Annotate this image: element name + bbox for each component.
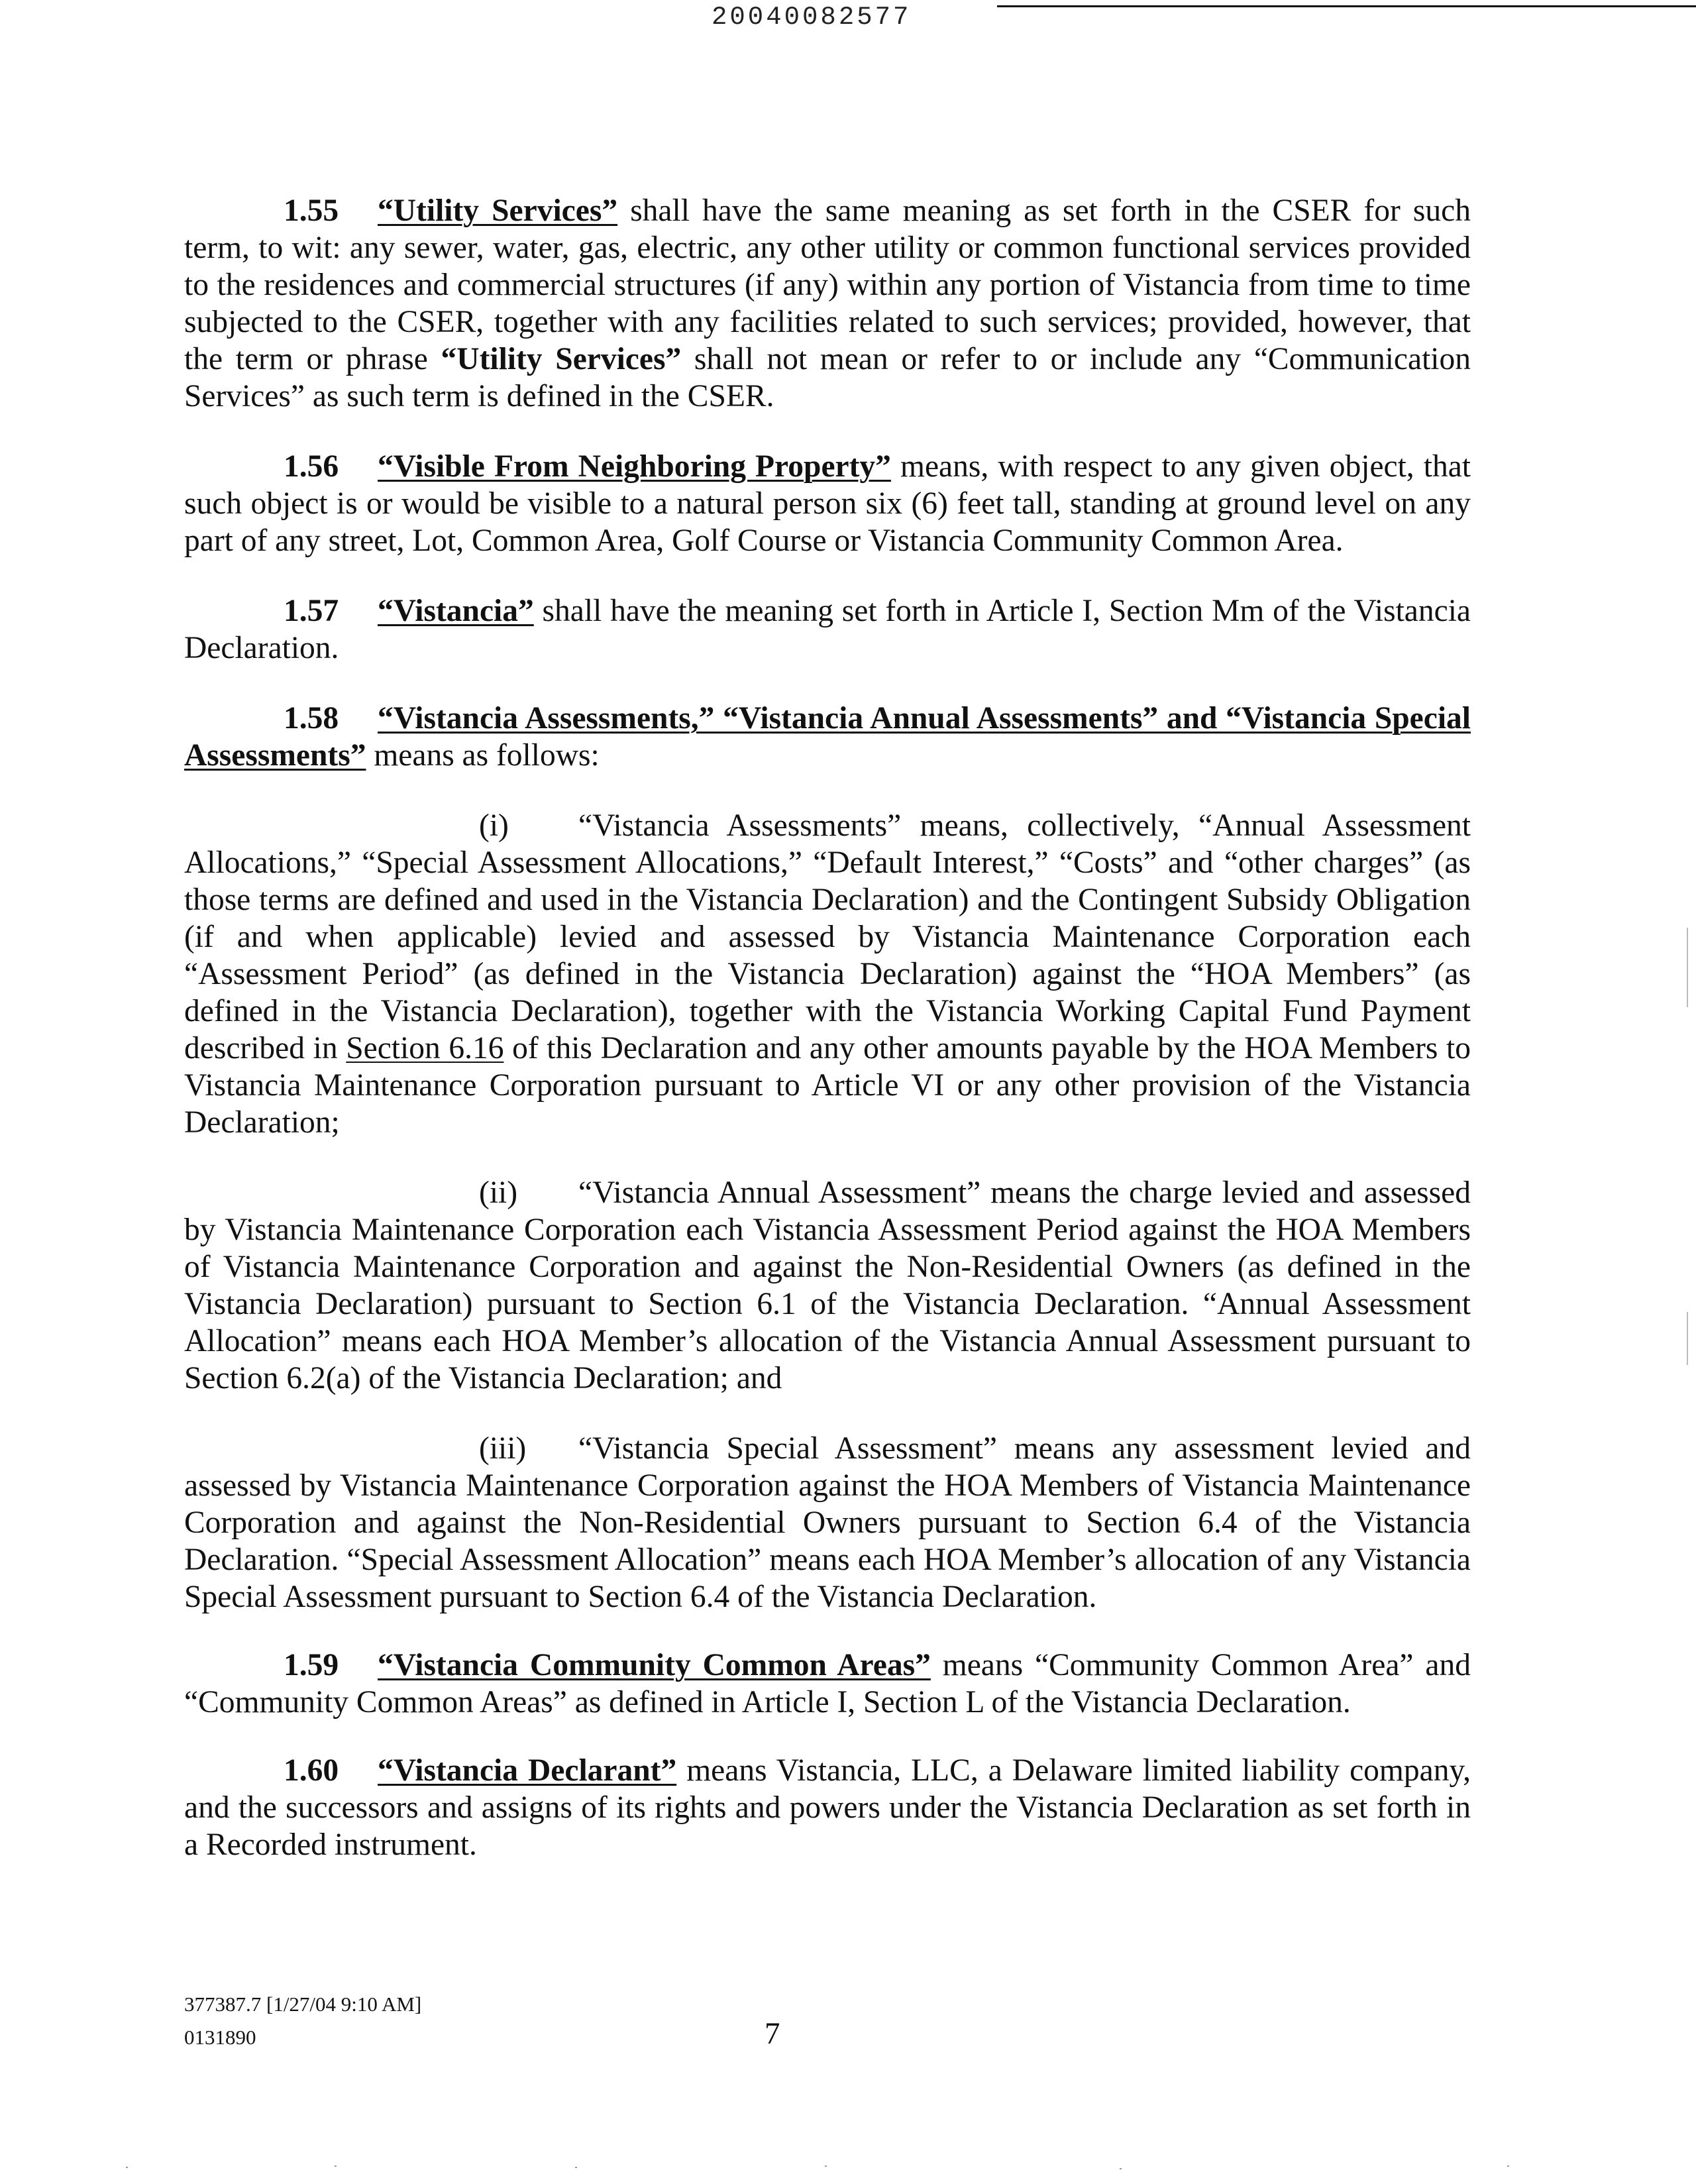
subsection-text: “Vistancia Annual Assessment” means the charge levied and assessed by Vistancia Maintenance Corporation each Vistancia Assessment Period against the HOA Members of Vistancia Maintenance Corporation and against the Non-Residential Owners (as defined in the Vistancia Declaration) pursuant to Section 6.1 of the Vistancia Declaration. “Annual Assessment Allocation” means each HOA Member’s allocation of the Vistancia Annual Assessment pursuant to Section 6.2(a) of the Vistancia Declaration; and — [184, 1175, 1471, 1395]
section-text: means as follows: — [366, 738, 600, 773]
section-cross-reference: Section 6.16 — [346, 1031, 504, 1065]
scan-artifact — [1687, 1312, 1688, 1365]
scan-artifact — [335, 2165, 337, 2167]
section-1-55 — [184, 192, 1471, 415]
subsection-text: “Vistancia Assessments” means, collectively, “Annual Assessment Allocations,” “Special Assessment Allocations,” “Default Interest,” “Costs” and “other charges” (as those terms are defined and used in the Vistancia Declaration) and the Contingent Subsidy Obligation (if and when applicable) levied and assessed by Vistancia Maintenance Corporation each “Assessment Period” (as defined in the Vistancia Declaration) against the “HOA Members” (as defined in the Vistancia Declaration), together with the Vistancia Working Capital Fund Payment described in — [184, 808, 1471, 1065]
section-1-59 — [184, 1647, 1471, 1721]
section-number: 1.57 — [284, 594, 339, 628]
document-reference: 377387.7 [1/27/04 9:10 AM] — [184, 1993, 422, 2016]
subsection-text: “Vistancia Special Assessment” means any assessment levied and assessed by Vistancia Maintenance Corporation against the HOA Members of Vistancia Maintenance Corporation and against the Non-Residential Owners pursuant to Section 6.4 of the Vistancia Declaration. “Special Assessment Allocation” means each HOA Member’s allocation of any Vistancia Special Assessment pursuant to Section 6.4 of the Vistancia Declaration. — [184, 1431, 1471, 1614]
scan-artifact — [825, 2165, 827, 2167]
header-rule — [997, 5, 1696, 7]
section-number: 1.60 — [284, 1753, 339, 1788]
section-1-56 — [184, 448, 1471, 559]
subsection-number: (i) — [479, 808, 509, 843]
section-1-57 — [184, 592, 1471, 667]
section-text: shall not mean or refer to or include any “Communication Services” as such term is defined in the CSER. — [184, 342, 1471, 413]
defined-term: “Vistancia Declarant” — [378, 1753, 677, 1788]
section-number: 1.55 — [284, 193, 339, 228]
section-1-60 — [184, 1752, 1471, 1863]
document-number: 20040082577 — [712, 3, 912, 32]
scan-artifact — [126, 2167, 128, 2168]
defined-term: “Vistancia Assessments,” “Vistancia Annual Assessments” and “Vistancia Special Assessments” — [184, 701, 1471, 773]
subsection-iii — [184, 1430, 1471, 1615]
section-text: means, with respect to any given object, that such object is or would be visible to a natural person six (6) feet tall, standing at ground level on any part of any street, Lot, Common Area, Golf Course or Vistancia Community Common Area. — [184, 449, 1471, 558]
defined-term: “Visible From Neighboring Property” — [378, 449, 891, 484]
section-number: 1.58 — [284, 701, 339, 736]
subsection-i — [184, 807, 1471, 1141]
scan-artifact — [1687, 928, 1688, 1007]
defined-term: “Vistancia Community Common Areas” — [378, 1648, 931, 1682]
defined-term: “Vistancia” — [378, 594, 534, 628]
scan-artifact — [1120, 2168, 1122, 2169]
section-text: means “Community Common Area” and “Community Common Areas” as defined in Article I, Section L of the Vistancia Declaration. — [184, 1648, 1471, 1720]
scan-artifact — [1507, 2165, 1509, 2167]
subsection-ii — [184, 1174, 1471, 1397]
subsection-text: of this Declaration and any other amounts payable by the HOA Members to Vistancia Maintenance Corporation pursuant to Article VI or any other provision of the Vistancia Declaration; — [184, 1031, 1471, 1140]
document-body — [184, 192, 1471, 1863]
page-number: 7 — [765, 2016, 780, 2051]
subsection-number: (ii) — [479, 1175, 518, 1210]
section-text: means Vistancia, LLC, a Delaware limited liability company, and the successors and assigns of its rights and powers under the Vistancia Declaration as set forth in a Recorded instrument. — [184, 1753, 1471, 1862]
scan-artifact — [575, 2167, 577, 2168]
section-text: shall have the meaning set forth in Article I, Section Mm of the Vistancia Declaration. — [184, 594, 1471, 665]
section-number: 1.59 — [284, 1648, 339, 1682]
footer-reference — [184, 1988, 421, 2054]
bold-term-reference: “Utility Services” — [441, 342, 682, 376]
client-number: 0131890 — [184, 2026, 256, 2049]
defined-term: “Utility Services” — [378, 193, 618, 228]
section-text: shall have the same meaning as set forth in the CSER for such term, to wit: any sewer, water, gas, electric, any other utility or common functional services provided to the residences and commercial structures (if any) within any portion of Vistancia from time to time subjected to the CSER, together with any facilities related to such services; provided, however, that the term or phrase — [184, 193, 1471, 376]
section-1-58 — [184, 700, 1471, 774]
section-number: 1.56 — [284, 449, 339, 484]
subsection-number: (iii) — [479, 1431, 527, 1466]
